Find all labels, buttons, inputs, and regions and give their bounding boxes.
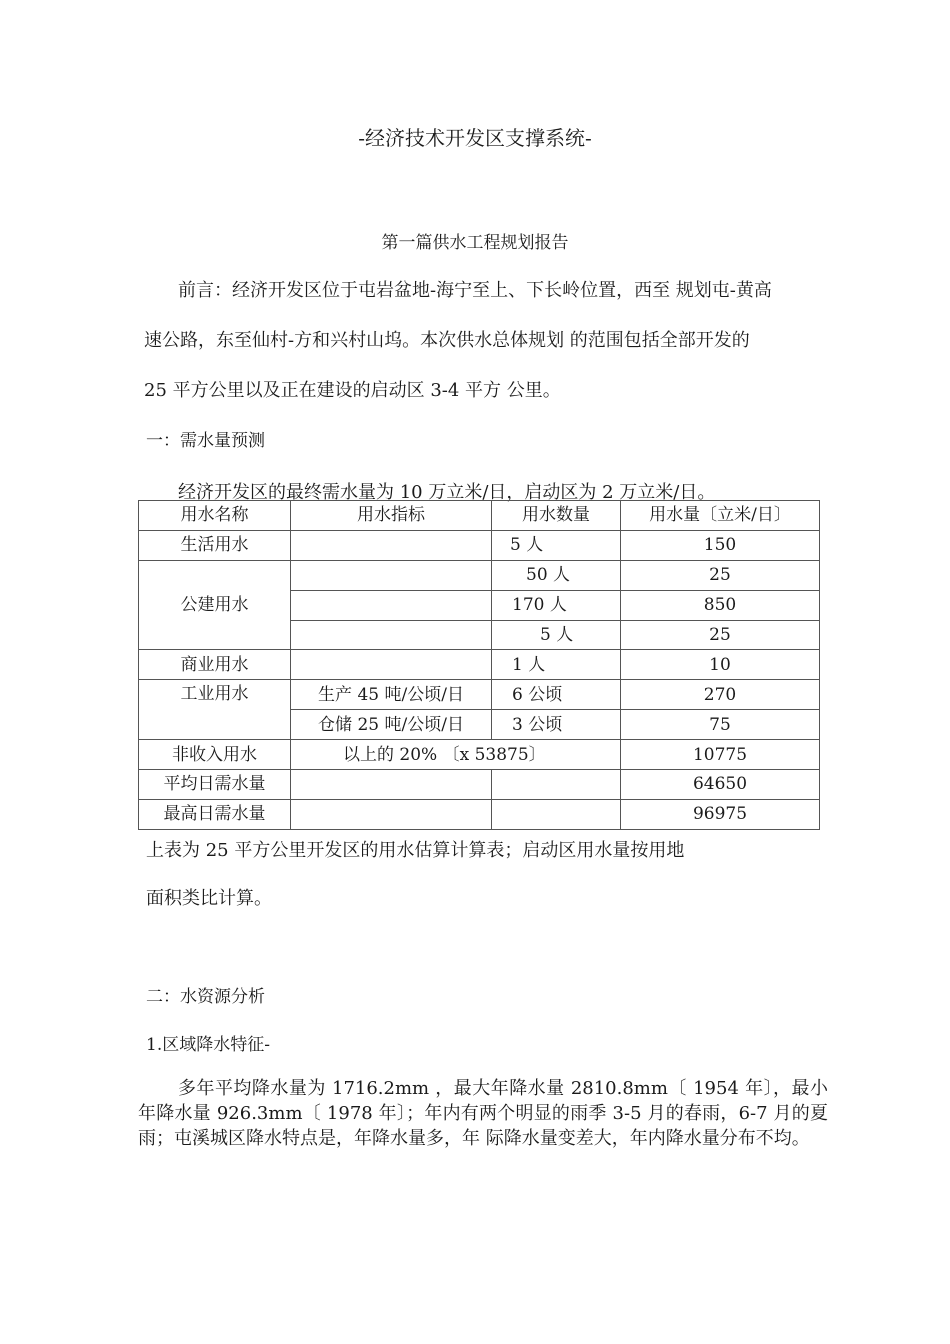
table-note-line-2: 面积类比计算。 [146,888,272,909]
qty-cell: 1 人 [492,650,621,680]
index-cell [291,650,492,680]
table-row [139,650,820,680]
qty-cell: 5 人 [492,530,621,560]
section1-intro: 经济开发区的最终需水量为 10 万立米/日，启动区为 2 万立米/日。 [178,482,716,503]
use-name-cell: 商业用水 [139,650,291,680]
amount-cell: 150 [621,530,820,560]
header-cell: 用水量〔立米/日〕 [621,501,820,531]
qty-cell [492,799,621,829]
header-cell: 用水指标 [291,501,492,531]
header-cell: 用水名称 [139,501,291,531]
use-name-cell: 非收入用水 [139,740,291,770]
qty-cell: 170 人 [492,590,621,620]
table-row [139,530,820,560]
qty-cell: 6 公顷 [492,680,621,710]
qty-cell: 50 人 [492,560,621,590]
rainfall-paragraph: 多年平均降水量为 1716.2mm ，最大年降水量 2810.8mm〔 1954 年〕，最小年降水量 926.3mm〔 1978 年〕；年内有两个明显的雨季 3-5 月的春雨，6-7 月的夏雨；屯溪城区降水特点是，年降水量多，年 际降水量变差大，年内降水量分布不均。 [138,1078,828,1149]
amount-cell: 10 [621,650,820,680]
use-name-cell: 公建用水 [139,560,291,650]
index-cell [291,590,492,620]
preface-line-1: 前言：经济开发区位于屯岩盆地-海宁至上、下长岭位置，西至 规划屯-黄高 [178,280,772,301]
index-cell: 以上的 20% 〔x 53875〕 [291,740,621,770]
index-cell [291,560,492,590]
section2-heading: 二：水资源分析 [146,987,265,1007]
water-demand-table [138,500,820,830]
table-note-line-1: 上表为 25 平方公里开发区的用水估算计算表；启动区用水量按用地 [146,840,685,861]
table-row [139,770,820,800]
use-name-cell: 工业用水 [139,680,291,740]
amount-cell: 10775 [621,740,820,770]
index-cell [291,770,492,800]
table-header-row [139,501,820,531]
amount-cell: 25 [621,560,820,590]
page-header: -经济技术开发区支撑系统- [358,126,592,150]
section1-heading: 一：需水量预测 [146,431,265,451]
amount-cell: 270 [621,680,820,710]
index-cell [291,620,492,650]
index-cell: 生产 45 吨/公顷/日 [291,680,492,710]
use-name-cell: 最高日需水量 [139,799,291,829]
index-cell: 仓储 25 吨/公顷/日 [291,710,492,740]
qty-cell: 5 人 [492,620,621,650]
preface-line-3: 25 平方公里以及正在建设的启动区 3-4 平方 公里。 [144,380,561,401]
use-name-cell: 平均日需水量 [139,770,291,800]
index-cell [291,799,492,829]
amount-cell: 850 [621,590,820,620]
header-cell: 用水数量 [492,501,621,531]
table-row [139,680,820,710]
section2-sub1: 1.区域降水特征- [146,1035,270,1055]
amount-cell: 75 [621,710,820,740]
qty-cell [492,770,621,800]
table-row [139,799,820,829]
table-row [139,560,820,590]
preface-line-2: 速公路，东至仙村-方和兴村山坞。本次供水总体规划 的范围包括全部开发的 [144,330,750,351]
report-title: 第一篇供水工程规划报告 [381,233,569,253]
index-cell [291,530,492,560]
qty-cell: 3 公顷 [492,710,621,740]
amount-cell: 96975 [621,799,820,829]
amount-cell: 25 [621,620,820,650]
amount-cell: 64650 [621,770,820,800]
table-row [139,740,820,770]
use-name-cell: 生活用水 [139,530,291,560]
